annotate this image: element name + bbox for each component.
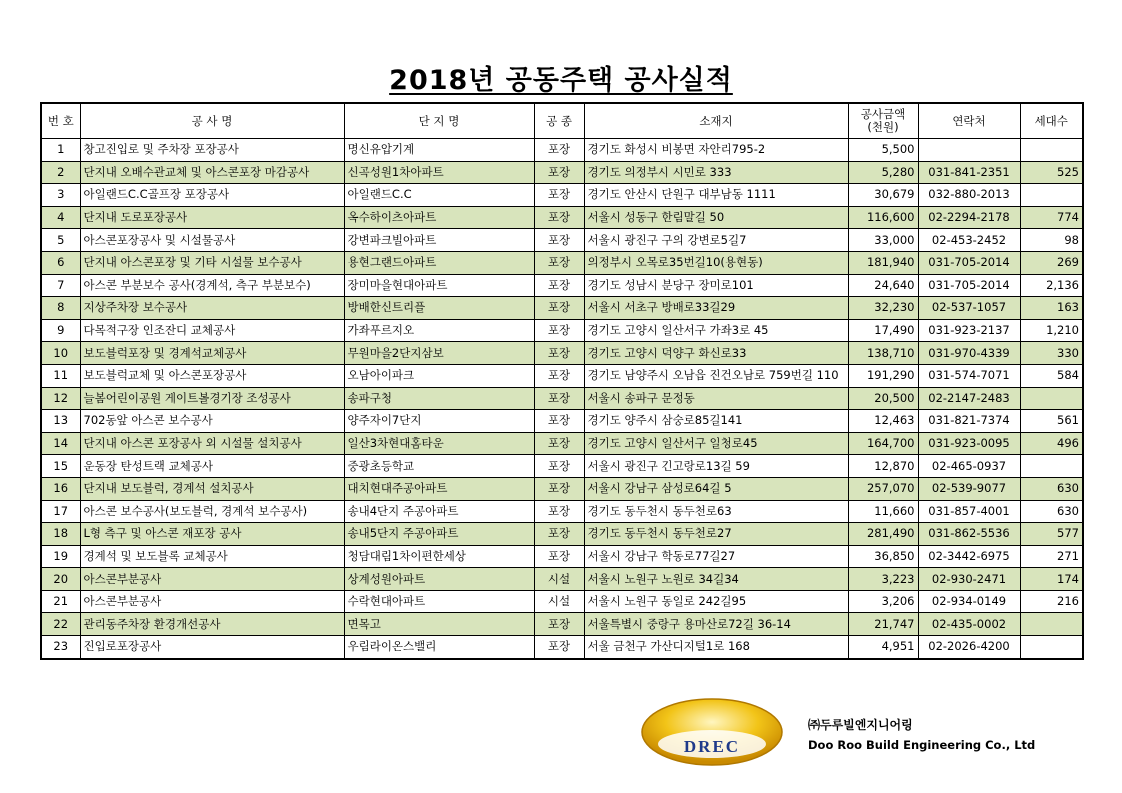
row-location: 서울시 광진구 긴고랑로13길 59 bbox=[584, 455, 848, 478]
row-work-type: 포장 bbox=[534, 251, 584, 274]
construction-record-table bbox=[40, 102, 1084, 660]
row-complex-name: 대치현대주공아파트 bbox=[344, 477, 534, 500]
row-location: 의정부시 오목로35번길10(용현동) bbox=[584, 251, 848, 274]
row-households: 525 bbox=[1020, 161, 1083, 184]
table-row bbox=[41, 319, 1083, 342]
row-households: 271 bbox=[1020, 545, 1083, 568]
row-work-type: 포장 bbox=[534, 139, 584, 162]
row-complex-name: 송내4단지 주공아파트 bbox=[344, 500, 534, 523]
row-amount: 5,280 bbox=[848, 161, 918, 184]
row-work-name: 경계석 및 보도블록 교체공사 bbox=[80, 545, 344, 568]
table-row bbox=[41, 545, 1083, 568]
row-contact bbox=[918, 139, 1020, 162]
table-body bbox=[41, 139, 1083, 659]
row-location: 경기도 고양시 일산서구 일청로45 bbox=[584, 432, 848, 455]
row-households: 630 bbox=[1020, 477, 1083, 500]
row-contact: 031-841-2351 bbox=[918, 161, 1020, 184]
row-complex-name: 우림라이온스밸리 bbox=[344, 636, 534, 659]
row-contact: 031-970-4339 bbox=[918, 342, 1020, 365]
row-location: 경기도 성남시 분당구 장미로101 bbox=[584, 274, 848, 297]
row-complex-name: 용현그랜드아파트 bbox=[344, 251, 534, 274]
row-work-name: 702동앞 아스콘 보수공사 bbox=[80, 410, 344, 433]
row-work-type: 포장 bbox=[534, 229, 584, 252]
row-households bbox=[1020, 184, 1083, 207]
row-amount: 3,223 bbox=[848, 568, 918, 591]
row-location: 경기도 동두천시 동두천로63 bbox=[584, 500, 848, 523]
row-work-name: 보도블럭교체 및 아스콘포장공사 bbox=[80, 364, 344, 387]
header-households: 세대수 bbox=[1020, 103, 1083, 139]
drec-logo bbox=[640, 696, 784, 768]
row-no: 17 bbox=[41, 500, 80, 523]
row-households: 269 bbox=[1020, 251, 1083, 274]
row-work-name: 단지내 도로포장공사 bbox=[80, 206, 344, 229]
row-contact: 02-3442-6975 bbox=[918, 545, 1020, 568]
row-households: 1,210 bbox=[1020, 319, 1083, 342]
row-contact: 02-2026-4200 bbox=[918, 636, 1020, 659]
row-contact: 02-537-1057 bbox=[918, 297, 1020, 320]
page-title-text: 2018년 공동주택 공사실적 bbox=[389, 65, 733, 96]
row-households: 496 bbox=[1020, 432, 1083, 455]
row-location: 경기도 양주시 삼숭로85길141 bbox=[584, 410, 848, 433]
row-contact: 031-857-4001 bbox=[918, 500, 1020, 523]
row-households: 216 bbox=[1020, 590, 1083, 613]
row-contact: 02-934-0149 bbox=[918, 590, 1020, 613]
company-name-korean: ㈜두루빌엔지니어링 bbox=[808, 718, 913, 732]
row-work-name: 단지내 보도블럭, 경계석 설치공사 bbox=[80, 477, 344, 500]
row-no: 14 bbox=[41, 432, 80, 455]
row-no: 22 bbox=[41, 613, 80, 636]
table-row bbox=[41, 455, 1083, 478]
row-amount: 281,490 bbox=[848, 523, 918, 546]
row-location: 경기도 동두천시 동두천로27 bbox=[584, 523, 848, 546]
row-no: 23 bbox=[41, 636, 80, 659]
table-row bbox=[41, 500, 1083, 523]
row-households: 163 bbox=[1020, 297, 1083, 320]
row-no: 4 bbox=[41, 206, 80, 229]
row-work-type: 포장 bbox=[534, 342, 584, 365]
table-row bbox=[41, 251, 1083, 274]
row-work-name: 아스콘포장공사 및 시설물공사 bbox=[80, 229, 344, 252]
row-work-type: 포장 bbox=[534, 613, 584, 636]
table-row bbox=[41, 636, 1083, 659]
row-amount: 33,000 bbox=[848, 229, 918, 252]
row-complex-name: 청담대림1차이편한세상 bbox=[344, 545, 534, 568]
row-amount: 181,940 bbox=[848, 251, 918, 274]
row-amount: 4,951 bbox=[848, 636, 918, 659]
row-work-name: 관리동주차장 환경개선공사 bbox=[80, 613, 344, 636]
row-no: 3 bbox=[41, 184, 80, 207]
row-households bbox=[1020, 613, 1083, 636]
row-amount: 20,500 bbox=[848, 387, 918, 410]
row-work-name: 단지내 아스콘포장 및 기타 시설물 보수공사 bbox=[80, 251, 344, 274]
header-no: 번 호 bbox=[41, 103, 80, 139]
row-work-name: 아스콘부분공사 bbox=[80, 568, 344, 591]
row-work-type: 포장 bbox=[534, 297, 584, 320]
table-row bbox=[41, 206, 1083, 229]
row-contact: 032-880-2013 bbox=[918, 184, 1020, 207]
row-work-type: 포장 bbox=[534, 274, 584, 297]
row-no: 12 bbox=[41, 387, 80, 410]
row-contact: 02-930-2471 bbox=[918, 568, 1020, 591]
row-no: 2 bbox=[41, 161, 80, 184]
row-work-name: 보도블럭포장 및 경계석교체공사 bbox=[80, 342, 344, 365]
row-location: 경기도 의정부시 시민로 333 bbox=[584, 161, 848, 184]
table-row bbox=[41, 590, 1083, 613]
page-title bbox=[0, 58, 1122, 97]
row-amount: 17,490 bbox=[848, 319, 918, 342]
row-work-type: 포장 bbox=[534, 455, 584, 478]
row-complex-name: 중광초등학교 bbox=[344, 455, 534, 478]
table-row bbox=[41, 477, 1083, 500]
table-row bbox=[41, 410, 1083, 433]
row-contact: 02-539-9077 bbox=[918, 477, 1020, 500]
row-complex-name: 옥수하이츠아파트 bbox=[344, 206, 534, 229]
row-no: 11 bbox=[41, 364, 80, 387]
row-contact: 031-574-7071 bbox=[918, 364, 1020, 387]
row-complex-name: 아일랜드C.C bbox=[344, 184, 534, 207]
row-households bbox=[1020, 387, 1083, 410]
row-no: 20 bbox=[41, 568, 80, 591]
row-households bbox=[1020, 636, 1083, 659]
row-work-name: 운동장 탄성트랙 교체공사 bbox=[80, 455, 344, 478]
row-work-name: 늘봄어린이공원 게이트볼경기장 조성공사 bbox=[80, 387, 344, 410]
header-complex-name: 단 지 명 bbox=[344, 103, 534, 139]
row-complex-name: 일산3차현대홈타운 bbox=[344, 432, 534, 455]
row-work-type: 포장 bbox=[534, 184, 584, 207]
row-amount: 21,747 bbox=[848, 613, 918, 636]
header-location: 소재지 bbox=[584, 103, 848, 139]
row-work-type: 시설 bbox=[534, 568, 584, 591]
row-work-name: 아스콘 부분보수 공사(경계석, 측구 부분보수) bbox=[80, 274, 344, 297]
row-households: 774 bbox=[1020, 206, 1083, 229]
row-complex-name: 신곡성원1차아파트 bbox=[344, 161, 534, 184]
row-no: 16 bbox=[41, 477, 80, 500]
table-row bbox=[41, 364, 1083, 387]
company-name-english: Doo Roo Build Engineering Co., Ltd bbox=[808, 738, 1036, 752]
row-amount: 191,290 bbox=[848, 364, 918, 387]
header-amount-line1: 공사금액 bbox=[860, 107, 906, 121]
row-households: 561 bbox=[1020, 410, 1083, 433]
row-location: 서울시 송파구 문정동 bbox=[584, 387, 848, 410]
row-amount: 12,870 bbox=[848, 455, 918, 478]
row-no: 19 bbox=[41, 545, 80, 568]
row-work-type: 포장 bbox=[534, 545, 584, 568]
row-work-type: 시설 bbox=[534, 590, 584, 613]
table-row bbox=[41, 523, 1083, 546]
row-complex-name: 상계성원아파트 bbox=[344, 568, 534, 591]
header-contact: 연락처 bbox=[918, 103, 1020, 139]
row-work-name: 단지내 아스콘 포장공사 외 시설물 설치공사 bbox=[80, 432, 344, 455]
row-location: 서울시 강남구 삼성로64길 5 bbox=[584, 477, 848, 500]
row-complex-name: 송내5단지 주공아파트 bbox=[344, 523, 534, 546]
row-work-type: 포장 bbox=[534, 636, 584, 659]
row-no: 13 bbox=[41, 410, 80, 433]
row-contact: 031-862-5536 bbox=[918, 523, 1020, 546]
table-row bbox=[41, 342, 1083, 365]
row-work-name: 아스콘 보수공사(보도블럭, 경계석 보수공사) bbox=[80, 500, 344, 523]
table-row bbox=[41, 139, 1083, 162]
row-amount: 36,850 bbox=[848, 545, 918, 568]
table-row bbox=[41, 613, 1083, 636]
row-complex-name: 가좌푸르지오 bbox=[344, 319, 534, 342]
row-contact: 031-705-2014 bbox=[918, 274, 1020, 297]
row-work-name: 지상주차장 보수공사 bbox=[80, 297, 344, 320]
row-work-type: 포장 bbox=[534, 161, 584, 184]
row-work-name: 아스콘부분공사 bbox=[80, 590, 344, 613]
row-location: 서울시 광진구 구의 강변로5길7 bbox=[584, 229, 848, 252]
header-amount-line2: (천원) bbox=[867, 120, 899, 134]
row-work-type: 포장 bbox=[534, 477, 584, 500]
row-households bbox=[1020, 139, 1083, 162]
row-contact: 02-2147-2483 bbox=[918, 387, 1020, 410]
row-location: 서울 금천구 가산디지털1로 168 bbox=[584, 636, 848, 659]
row-complex-name: 양주자이7단지 bbox=[344, 410, 534, 433]
row-location: 서울시 노원구 노원로 34길34 bbox=[584, 568, 848, 591]
table-row bbox=[41, 229, 1083, 252]
row-households: 2,136 bbox=[1020, 274, 1083, 297]
row-no: 10 bbox=[41, 342, 80, 365]
row-no: 1 bbox=[41, 139, 80, 162]
row-complex-name: 면목고 bbox=[344, 613, 534, 636]
row-no: 18 bbox=[41, 523, 80, 546]
row-work-type: 포장 bbox=[534, 319, 584, 342]
row-households: 330 bbox=[1020, 342, 1083, 365]
row-contact: 02-435-0002 bbox=[918, 613, 1020, 636]
row-amount: 138,710 bbox=[848, 342, 918, 365]
row-location: 경기도 남양주시 오남읍 진건오남로 759번길 110 bbox=[584, 364, 848, 387]
table-row bbox=[41, 387, 1083, 410]
row-location: 서울시 노원구 동일로 242길95 bbox=[584, 590, 848, 613]
row-amount: 257,070 bbox=[848, 477, 918, 500]
row-location: 서울시 강남구 학동로77길27 bbox=[584, 545, 848, 568]
row-amount: 24,640 bbox=[848, 274, 918, 297]
row-no: 6 bbox=[41, 251, 80, 274]
table-row bbox=[41, 161, 1083, 184]
row-location: 경기도 고양시 일산서구 가좌3로 45 bbox=[584, 319, 848, 342]
row-amount: 11,660 bbox=[848, 500, 918, 523]
row-contact: 02-465-0937 bbox=[918, 455, 1020, 478]
row-no: 15 bbox=[41, 455, 80, 478]
row-no: 9 bbox=[41, 319, 80, 342]
row-contact: 031-923-0095 bbox=[918, 432, 1020, 455]
row-households: 174 bbox=[1020, 568, 1083, 591]
drec-logo-text: DREC bbox=[683, 737, 741, 756]
header-amount bbox=[848, 103, 918, 139]
row-households: 584 bbox=[1020, 364, 1083, 387]
row-households: 630 bbox=[1020, 500, 1083, 523]
row-work-type: 포장 bbox=[534, 500, 584, 523]
row-work-name: 단지내 오배수관교체 및 아스콘포장 마감공사 bbox=[80, 161, 344, 184]
row-no: 7 bbox=[41, 274, 80, 297]
row-complex-name: 무원마을2단지삼보 bbox=[344, 342, 534, 365]
table-row bbox=[41, 432, 1083, 455]
row-households: 577 bbox=[1020, 523, 1083, 546]
row-work-type: 포장 bbox=[534, 523, 584, 546]
row-amount: 5,500 bbox=[848, 139, 918, 162]
row-amount: 164,700 bbox=[848, 432, 918, 455]
row-location: 경기도 고양시 덕양구 화신로33 bbox=[584, 342, 848, 365]
row-work-type: 포장 bbox=[534, 364, 584, 387]
row-work-type: 포장 bbox=[534, 410, 584, 433]
table-row bbox=[41, 568, 1083, 591]
row-no: 8 bbox=[41, 297, 80, 320]
row-location: 경기도 화성시 비봉면 자안리795-2 bbox=[584, 139, 848, 162]
row-work-name: L형 측구 및 아스콘 재포장 공사 bbox=[80, 523, 344, 546]
row-contact: 031-705-2014 bbox=[918, 251, 1020, 274]
row-complex-name: 방배한신트리플 bbox=[344, 297, 534, 320]
row-work-name: 다목적구장 인조잔디 교체공사 bbox=[80, 319, 344, 342]
row-amount: 116,600 bbox=[848, 206, 918, 229]
header-work-name: 공 사 명 bbox=[80, 103, 344, 139]
drec-logo-graphic bbox=[640, 696, 784, 768]
row-complex-name: 오남아이파크 bbox=[344, 364, 534, 387]
row-complex-name: 송파구청 bbox=[344, 387, 534, 410]
row-contact: 031-923-2137 bbox=[918, 319, 1020, 342]
row-no: 21 bbox=[41, 590, 80, 613]
row-contact: 031-821-7374 bbox=[918, 410, 1020, 433]
row-amount: 30,679 bbox=[848, 184, 918, 207]
table-header-row bbox=[41, 103, 1083, 139]
row-households: 98 bbox=[1020, 229, 1083, 252]
row-location: 서울시 성동구 한림말길 50 bbox=[584, 206, 848, 229]
row-location: 서울시 서초구 방배로33길29 bbox=[584, 297, 848, 320]
row-work-name: 창고진입로 및 주차장 포장공사 bbox=[80, 139, 344, 162]
row-work-type: 포장 bbox=[534, 206, 584, 229]
row-contact: 02-453-2452 bbox=[918, 229, 1020, 252]
row-complex-name: 장미마을현대아파트 bbox=[344, 274, 534, 297]
table-row bbox=[41, 184, 1083, 207]
table-row bbox=[41, 297, 1083, 320]
row-no: 5 bbox=[41, 229, 80, 252]
row-complex-name: 명신유압기계 bbox=[344, 139, 534, 162]
row-amount: 32,230 bbox=[848, 297, 918, 320]
row-amount: 3,206 bbox=[848, 590, 918, 613]
row-complex-name: 강변파크빌아파트 bbox=[344, 229, 534, 252]
row-households bbox=[1020, 455, 1083, 478]
table-row bbox=[41, 274, 1083, 297]
header-work-type: 공 종 bbox=[534, 103, 584, 139]
row-complex-name: 수락현대아파트 bbox=[344, 590, 534, 613]
row-location: 경기도 안산시 단원구 대부남동 1111 bbox=[584, 184, 848, 207]
row-work-name: 진입로포장공사 bbox=[80, 636, 344, 659]
row-amount: 12,463 bbox=[848, 410, 918, 433]
row-work-type: 포장 bbox=[534, 387, 584, 410]
row-location: 서울특별시 중랑구 용마산로72길 36-14 bbox=[584, 613, 848, 636]
row-work-name: 아일랜드C.C골프장 포장공사 bbox=[80, 184, 344, 207]
row-work-type: 포장 bbox=[534, 432, 584, 455]
row-contact: 02-2294-2178 bbox=[918, 206, 1020, 229]
